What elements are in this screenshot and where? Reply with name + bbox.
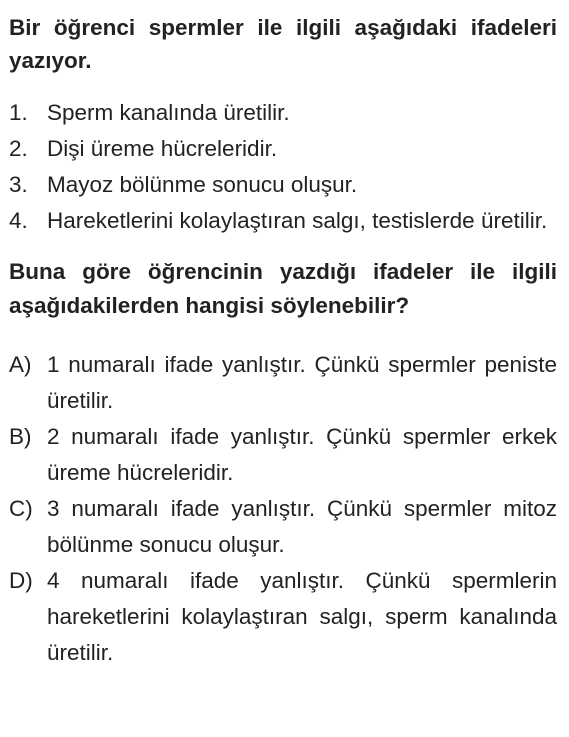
statement-number: 3. xyxy=(9,172,28,197)
statement-text: Hareketlerini kolaylaştıran salgı, testislerde üretilir. xyxy=(47,208,548,233)
statement-number: 4. xyxy=(9,208,28,233)
answer-option-d[interactable] xyxy=(9,563,557,671)
option-letter: C) xyxy=(9,496,33,521)
option-text: 1 numaralı ifade yanlıştır. Çünkü spermler peniste üretilir. xyxy=(47,352,557,413)
statement-text: Sperm kanalında üretilir. xyxy=(47,100,290,125)
option-text: 3 numaralı ifade yanlıştır. Çünkü spermler mitoz bölünme sonucu oluşur. xyxy=(47,496,557,557)
option-text: 4 numaralı ifade yanlıştır. Çünkü spermlerin hareketlerini kolaylaştıran salgı, sperm kanalında üretilir. xyxy=(47,568,557,665)
statement-text: Mayoz bölünme sonucu oluşur. xyxy=(47,172,358,197)
question-prompt: Buna göre öğrencinin yazdığı ifadeler ile ilgili aşağıdakilerden hangisi söylenebilir? xyxy=(9,259,557,318)
answer-options xyxy=(9,347,557,671)
option-letter: B) xyxy=(9,424,32,449)
statement-item xyxy=(9,203,557,239)
statement-item xyxy=(9,167,557,203)
question-stem: Bir öğrenci spermler ile ilgili aşağıdaki ifadeleri yazıyor. xyxy=(9,15,557,73)
statement-list xyxy=(9,95,557,239)
option-text: 2 numaralı ifade yanlıştır. Çünkü spermler erkek üreme hücreleridir. xyxy=(47,424,557,485)
statement-text: Dişi üreme hücreleridir. xyxy=(47,136,278,161)
statement-number: 1. xyxy=(9,100,28,125)
question-page xyxy=(9,11,557,671)
answer-option-c[interactable] xyxy=(9,491,557,563)
statement-item xyxy=(9,131,557,167)
answer-option-a[interactable] xyxy=(9,347,557,419)
option-letter: A) xyxy=(9,352,32,377)
statement-item xyxy=(9,95,557,131)
statement-number: 2. xyxy=(9,136,28,161)
answer-option-b[interactable] xyxy=(9,419,557,491)
option-letter: D) xyxy=(9,568,33,593)
